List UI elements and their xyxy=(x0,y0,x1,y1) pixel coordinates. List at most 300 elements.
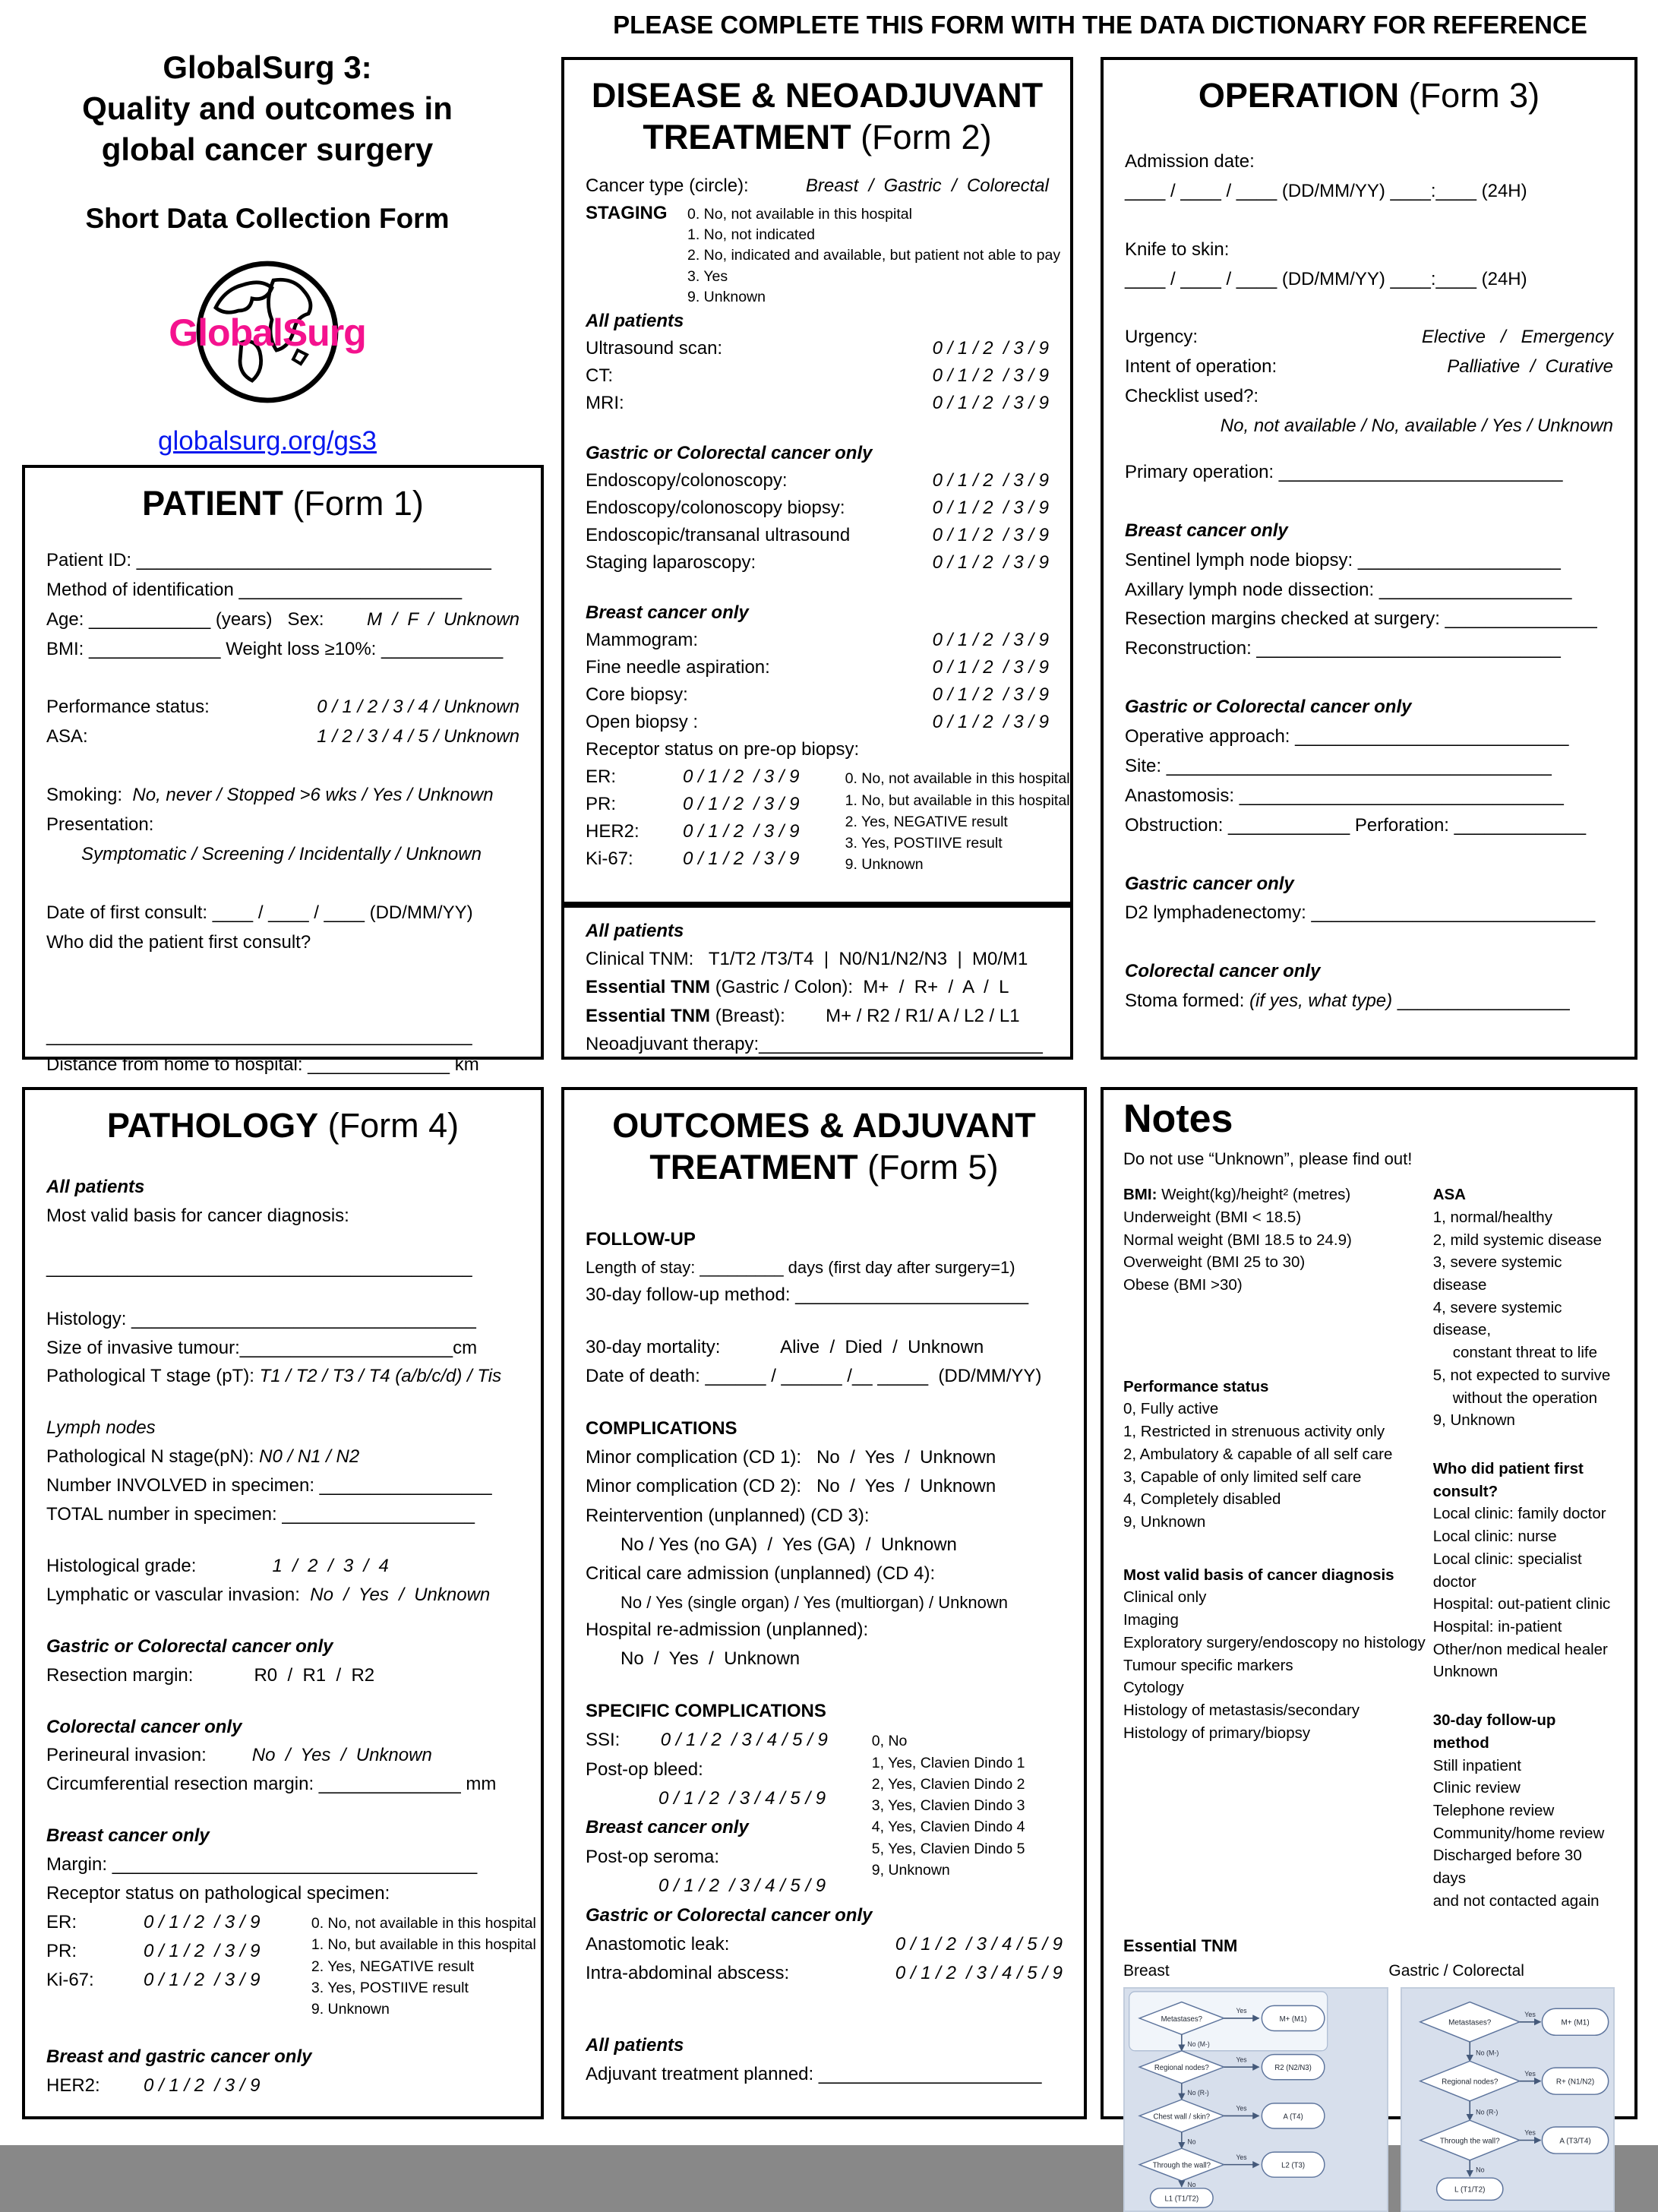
bmi-note-item: Obese (BMI >30) xyxy=(1123,1275,1243,1294)
pathology-form-content xyxy=(25,1159,541,2100)
field-pt-stage xyxy=(46,1362,520,1391)
followup-note-item: Telephone review xyxy=(1432,1802,1555,1820)
checklist-label: Checklist used?: xyxy=(1125,386,1259,407)
section-lymph-nodes: Lymph nodes xyxy=(46,1417,156,1439)
stoma-label: Stoma formed: xyxy=(1125,991,1250,1012)
her2-options: 0 / 1 / 2 / 3 / 9 xyxy=(144,2075,261,2097)
tnm-flowcharts xyxy=(1123,1987,1615,2212)
gastric-colorectal-flowchart-diagram xyxy=(1402,1989,1613,2210)
specific-complications-heading: SPECIFIC COMPLICATIONS xyxy=(586,1700,826,1721)
performance-note-item: 0, Fully active xyxy=(1123,1400,1219,1418)
consult-note-item: Other/non medical healer xyxy=(1432,1640,1608,1658)
pr-options: 0 / 1 / 2 / 3 / 9 xyxy=(683,794,800,815)
basis-note-block xyxy=(1123,1564,1426,1745)
staging-legend-item: 9. Unknown xyxy=(687,288,766,305)
svg-text:Regional nodes?: Regional nodes? xyxy=(1442,2078,1499,2087)
field-ki67-path xyxy=(46,1966,311,1995)
mammogram-label: Mammogram: xyxy=(586,630,699,651)
basis-note-item: Cytology xyxy=(1123,1679,1184,1697)
globalsurg-logo xyxy=(169,256,366,408)
section-breast-only: Breast cancer only xyxy=(586,602,749,624)
followup-note-item: Community/home review xyxy=(1432,1824,1605,1842)
disease-form-content xyxy=(564,171,1070,876)
field-operative-approach: Operative approach: ___________________________ xyxy=(1125,726,1569,747)
endoscopy-options: 0 / 1 / 2 / 3 / 9 xyxy=(932,470,1049,491)
consult-note-heading: Who did patient first consult? xyxy=(1432,1459,1584,1500)
section-gastric-only: Gastric cancer only xyxy=(1125,873,1294,894)
section-gastric-colorectal: Gastric or Colorectal cancer only xyxy=(46,1635,333,1657)
staging-legend-item: 1. No, not indicated xyxy=(687,226,816,244)
performance-note-block xyxy=(1123,1376,1426,1534)
svg-text:Metastases?: Metastases? xyxy=(1448,2018,1492,2027)
field-cancer-type xyxy=(586,172,1049,200)
pn-label: Pathological N stage(pN): xyxy=(46,1446,260,1468)
knife-to-skin-line: ____ / ____ / ____ (DD/MM/YY) ____:____ (24H) xyxy=(1125,268,1527,289)
field-asa xyxy=(46,722,520,752)
field-d2-lymphadenectomy: D2 lymphadenectomy: ____________________________ xyxy=(1125,902,1596,924)
knife-to-skin-label: Knife to skin: xyxy=(1125,239,1230,260)
ultrasound-options: 0 / 1 / 2 / 3 / 9 xyxy=(932,338,1049,359)
patient-form-title-suffix: (Form 1) xyxy=(283,484,424,523)
bmi-note-heading xyxy=(1123,1183,1426,1206)
receptor-legend-item: 0. No, not available in this hospital xyxy=(845,770,1070,788)
tnm-content xyxy=(564,908,1070,1058)
pt-label: Pathological T stage (pT): xyxy=(46,1366,260,1387)
consult-note-item: Hospital: in-patient xyxy=(1432,1618,1562,1636)
ki67-label: Ki-67: xyxy=(586,848,633,870)
stoma-qualifier: (if yes, what type) xyxy=(1249,991,1393,1012)
specific-complications-fields xyxy=(586,1726,872,1901)
field-stoma-formed xyxy=(1125,987,1613,1016)
asa-note-block xyxy=(1433,1183,1615,1432)
field-nodes-involved: Number INVOLVED in specimen: _________________ xyxy=(46,1475,492,1496)
field-perineural-invasion xyxy=(46,1741,520,1770)
operation-form-title-main: OPERATION xyxy=(1198,76,1400,115)
section-colorectal-only: Colorectal cancer only xyxy=(46,1716,242,1737)
patient-form-title xyxy=(34,483,532,525)
field-30day-mortality: 30-day mortality: Alive / Died / Unknown xyxy=(586,1336,984,1357)
basis-note-item: Exploratory surgery/endoscopy no histology xyxy=(1123,1633,1426,1651)
basis-blank: __________________________________________ xyxy=(46,1256,472,1278)
field-ct xyxy=(586,362,1049,390)
basis-note-item: Tumour specific markers xyxy=(1123,1656,1293,1674)
consult-answer-blank: __________________________________________ xyxy=(46,1025,472,1046)
field-minor-complication-cd2: Minor complication (CD 2): No / Yes / Unknown xyxy=(586,1476,996,1497)
field-pr-path xyxy=(46,1937,311,1966)
pr-label: PR: xyxy=(586,794,617,815)
essential-tnm-breast-label: Essential TNM xyxy=(586,1005,711,1026)
anastomotic-leak-options: 0 / 1 / 2 / 3 / 4 / 5 / 9 xyxy=(895,1933,1063,1954)
outcomes-form-content xyxy=(564,1201,1084,2090)
field-resection-margin xyxy=(46,1661,520,1690)
field-who-first-consult: Who did the patient first consult? xyxy=(46,931,311,953)
critical-care-options: No / Yes (single organ) / Yes (multiorgan) / Unknown xyxy=(621,1592,1008,1612)
disease-form-title-main: DISEASE & NEOADJUVANT TREATMENT xyxy=(591,76,1044,156)
smoking-label: Smoking: xyxy=(46,785,133,806)
field-date-first-consult: Date of first consult: ____ / ____ / ____ (DD/MM/YY) xyxy=(46,902,473,923)
svg-text:Yes: Yes xyxy=(1524,2128,1536,2137)
svg-text:Through the wall?: Through the wall? xyxy=(1152,2161,1211,2170)
notes-title: Notes xyxy=(1123,1097,1233,1141)
clavien-legend-item: 5, Yes, Clavien Dindo 5 xyxy=(871,1840,1025,1857)
field-nodes-total: TOTAL number in specimen: ___________________ xyxy=(46,1504,475,1525)
field-essential-tnm-breast xyxy=(586,1002,1049,1030)
pr-options: 0 / 1 / 2 / 3 / 9 xyxy=(144,1940,261,1961)
tnm-flowchart-gastric-colorectal xyxy=(1401,1987,1615,2212)
outcomes-form-title-main: OUTCOMES & ADJUVANT TREATMENT xyxy=(612,1106,1036,1187)
staging-legend xyxy=(687,200,1060,308)
svg-text:L2 (T3): L2 (T3) xyxy=(1281,2161,1306,2170)
asa-note-heading: ASA xyxy=(1432,1186,1466,1204)
outcomes-form-title-suffix: (Form 5) xyxy=(857,1147,999,1187)
asa-note-item: 5, not expected to survive xyxy=(1432,1366,1611,1384)
section-colorectal-only: Colorectal cancer only xyxy=(1125,961,1321,982)
operation-form-content xyxy=(1104,129,1634,1016)
asa-note-item: 9, Unknown xyxy=(1432,1411,1515,1430)
study-title-line1: GlobalSurg 3: xyxy=(163,49,372,85)
svg-text:Yes: Yes xyxy=(1236,2007,1247,2015)
field-histological-grade xyxy=(46,1552,520,1581)
svg-text:Metastases?: Metastases? xyxy=(1161,2014,1203,2024)
perineural-label: Perineural invasion: xyxy=(46,1745,252,1766)
postop-bleed-options: 0 / 1 / 2 / 3 / 4 / 5 / 9 xyxy=(658,1788,826,1809)
asa-label: ASA: xyxy=(46,726,88,747)
notes-content xyxy=(1104,1090,1634,2212)
svg-text:No: No xyxy=(1476,2166,1485,2174)
operation-form-title xyxy=(1113,75,1625,117)
performance-note-item: 9, Unknown xyxy=(1123,1512,1206,1531)
receptor-legend-item: 9. Unknown xyxy=(845,856,924,874)
field-site: Site: ______________________________________ xyxy=(1125,755,1552,776)
svg-text:Regional nodes?: Regional nodes? xyxy=(1154,2063,1209,2073)
staging-laparoscopy-label: Staging laparoscopy: xyxy=(586,552,756,574)
disease-form-title xyxy=(573,75,1061,159)
resection-margin-options: R0 / R1 / R2 xyxy=(254,1664,375,1686)
her2-options: 0 / 1 / 2 / 3 / 9 xyxy=(683,821,800,842)
notes-left-column xyxy=(1123,1183,1433,1932)
svg-text:No (M-): No (M-) xyxy=(1476,2049,1499,2057)
essential-tnm-gc-options: (Gastric / Colon): M+ / R+ / A / L xyxy=(710,977,1009,998)
svg-text:A (T3/T4): A (T3/T4) xyxy=(1559,2137,1592,2146)
outcomes-form-title xyxy=(573,1105,1075,1189)
receptor-path-fields xyxy=(46,1908,311,2020)
receptor-preop-grid xyxy=(586,763,1070,875)
critical-care-label: Critical care admission (unplanned) (CD 4): xyxy=(586,1563,936,1585)
performance-label: Performance status: xyxy=(46,697,210,718)
field-intent xyxy=(1125,352,1613,382)
er-options: 0 / 1 / 2 / 3 / 9 xyxy=(144,1912,261,1933)
performance-note-item: 2, Ambulatory & capable of all self care xyxy=(1123,1445,1393,1463)
mri-options: 0 / 1 / 2 / 3 / 9 xyxy=(932,393,1049,414)
postop-seroma-label: Post-op seroma: xyxy=(586,1846,720,1867)
staging-block xyxy=(586,200,1061,308)
field-method-of-identification: Method of identification ______________________ xyxy=(46,579,463,600)
field-her2 xyxy=(586,818,845,845)
pr-label: PR: xyxy=(46,1940,77,1961)
reintervention-options: No / Yes (no GA) / Yes (GA) / Unknown xyxy=(621,1534,957,1556)
patient-form-title-main: PATIENT xyxy=(142,484,283,523)
svg-text:Chest wall / skin?: Chest wall / skin? xyxy=(1153,2112,1211,2122)
disease-form-title-suffix: (Form 2) xyxy=(851,117,992,156)
svg-text:R+ (N1/N2): R+ (N1/N2) xyxy=(1556,2078,1595,2087)
consult-note-item: Hospital: out-patient clinic xyxy=(1432,1595,1611,1613)
section-breast-only: Breast cancer only xyxy=(46,1825,210,1847)
globalsurg-link[interactable]: globalsurg.org/gs3 xyxy=(158,426,377,457)
clavien-legend-item: 2, Yes, Clavien Dindo 2 xyxy=(871,1775,1025,1793)
followup-note-item: and not contacted again xyxy=(1432,1891,1600,1910)
svg-text:Yes: Yes xyxy=(1236,2056,1247,2064)
presentation-options: Symptomatic / Screening / Incidentally / Unknown xyxy=(81,843,482,864)
basis-note-item: Clinical only xyxy=(1123,1588,1207,1607)
smoking-options: No, never / Stopped >6 wks / Yes / Unknown xyxy=(132,785,494,806)
field-endoscopy xyxy=(586,467,1049,495)
field-crm: Circumferential resection margin: ______________ mm xyxy=(46,1774,497,1795)
pathology-form-title-suffix: (Form 4) xyxy=(318,1106,460,1145)
field-margin: Margin: ____________________________________ xyxy=(46,1854,478,1875)
asa-options: 1 / 2 / 3 / 4 / 5 / Unknown xyxy=(317,726,520,747)
field-performance-status xyxy=(46,693,520,722)
basis-note-item: Imaging xyxy=(1123,1611,1179,1629)
field-clinical-tnm: Clinical TNM: T1/T2 /T3/T4 | N0/N1/N2/N3 | M0/M1 xyxy=(586,949,1028,970)
patient-form-box xyxy=(22,465,544,1076)
followup-note-item: Discharged before 30 days xyxy=(1432,1847,1582,1888)
age-label: Age: ____________ (years) Sex: xyxy=(46,608,324,630)
receptor-legend-item: 2. Yes, NEGATIVE result xyxy=(845,813,1008,830)
staging-legend-item: 2. No, indicated and available, but patient not able to pay xyxy=(687,247,1061,264)
transanal-ultrasound-label: Endoscopic/transanal ultrasound xyxy=(586,525,851,546)
section-gastric-colorectal: Gastric or Colorectal cancer only xyxy=(586,1904,873,1926)
staging-legend-item: 3. Yes xyxy=(687,267,728,285)
er-options: 0 / 1 / 2 / 3 / 9 xyxy=(683,766,800,788)
notes-box xyxy=(1101,1087,1637,2204)
field-er-path xyxy=(46,1908,311,1937)
er-label: ER: xyxy=(46,1912,77,1933)
staging-legend-item: 0. No, not available in this hospital xyxy=(687,205,912,223)
pathology-form-title xyxy=(34,1105,532,1147)
receptor-legend-item: 1. No, but available in this hospital xyxy=(311,1936,536,1954)
svg-text:R2 (N2/N3): R2 (N2/N3) xyxy=(1274,2063,1312,2073)
er-label: ER: xyxy=(586,766,617,788)
section-all-patients: All patients xyxy=(586,311,684,332)
receptor-legend-item: 3. Yes, POSTIIVE result xyxy=(311,1979,469,1996)
field-length-of-stay: Length of stay: _________ days (first day after surgery=1) xyxy=(586,1258,1015,1278)
field-ssi xyxy=(586,1726,872,1755)
asa-note-item: constant threat to life xyxy=(1452,1344,1598,1362)
sex-options: M / F / Unknown xyxy=(367,608,520,630)
admission-date-line: ____ / ____ / ____ (DD/MM/YY) ____:____ (24H) xyxy=(1125,180,1527,201)
tnm-breast-label: Breast xyxy=(1123,1961,1170,1980)
essential-tnm-breast-options: (Breast): M+ / R2 / R1/ A / L2 / L1 xyxy=(710,1005,1020,1026)
field-distance-to-hospital: Distance from home to hospital: ______________ km xyxy=(46,1054,479,1076)
urgency-options: Elective / Emergency xyxy=(1421,327,1613,348)
receptor-legend-item: 0. No, not available in this hospital xyxy=(311,1915,536,1932)
consult-note-item: Unknown xyxy=(1432,1663,1499,1681)
consult-note-item: Local clinic: specialist doctor xyxy=(1432,1550,1582,1591)
lvi-options: No / Yes / Unknown xyxy=(310,1584,491,1605)
abscess-label: Intra-abdominal abscess: xyxy=(586,1963,790,1984)
field-open-biopsy xyxy=(586,709,1049,736)
section-all-patients: All patients xyxy=(46,1176,145,1197)
staging-laparoscopy-options: 0 / 1 / 2 / 3 / 9 xyxy=(932,552,1049,574)
field-ki67 xyxy=(586,845,845,873)
performance-note-item: 1, Restricted in strenuous activity only xyxy=(1123,1423,1385,1441)
field-age-sex xyxy=(46,605,520,635)
field-pn-stage xyxy=(46,1443,520,1471)
field-neoadjuvant-therapy: Neoadjuvant therapy:____________________________ xyxy=(586,1033,1043,1054)
performance-note-item: 4, Completely disabled xyxy=(1123,1490,1281,1509)
followup-note-heading: 30-day follow-up method xyxy=(1432,1711,1556,1752)
field-staging-laparoscopy xyxy=(586,549,1049,577)
operation-form-title-suffix: (Form 3) xyxy=(1399,76,1540,115)
field-anastomosis: Anastomosis: ________________________________ xyxy=(1125,785,1564,806)
field-axillary-dissection: Axillary lymph node dissection: ___________________ xyxy=(1125,579,1572,600)
field-mri xyxy=(586,390,1049,417)
field-reconstruction: Reconstruction: ______________________________ xyxy=(1125,638,1561,659)
svg-text:Through the wall?: Through the wall? xyxy=(1440,2137,1500,2146)
bmi-heading-bold: BMI: xyxy=(1123,1186,1157,1204)
staging-label: STAGING xyxy=(586,202,668,223)
field-followup-method: 30-day follow-up method: _______________________ xyxy=(586,1285,1029,1306)
tnm-gc-label: Gastric / Colorectal xyxy=(1388,1961,1524,1980)
presentation-label: Presentation: xyxy=(46,814,154,836)
open-biopsy-options: 0 / 1 / 2 / 3 / 9 xyxy=(932,712,1049,733)
urgency-label: Urgency: xyxy=(1125,327,1198,348)
basis-label: Most valid basis for cancer diagnosis: xyxy=(46,1205,349,1226)
anastomotic-leak-label: Anastomotic leak: xyxy=(586,1933,730,1954)
ultrasound-label: Ultrasound scan: xyxy=(586,338,723,359)
field-core-biopsy xyxy=(586,681,1049,709)
receptor-legend-item: 9. Unknown xyxy=(311,2001,390,2018)
field-patient-id: Patient ID: ___________________________________ xyxy=(46,549,491,570)
perineural-options: No / Yes / Unknown xyxy=(251,1745,432,1766)
ssi-options: 0 / 1 / 2 / 3 / 4 / 5 / 9 xyxy=(660,1730,828,1751)
field-obstruction-perforation: Obstruction: ____________ Perforation: _____________ xyxy=(1125,814,1587,836)
basis-note-item: Histology of metastasis/secondary xyxy=(1123,1702,1360,1720)
intent-options: Palliative / Curative xyxy=(1447,356,1613,378)
svg-text:No: No xyxy=(1187,2138,1196,2146)
receptor-legend-item: 3. Yes, POSTIIVE result xyxy=(845,835,1003,852)
field-mammogram xyxy=(586,627,1049,654)
clavien-legend-item: 0, No xyxy=(871,1733,908,1750)
endoscopy-biopsy-label: Endoscopy/colonoscopy biopsy: xyxy=(586,498,845,519)
followup-heading: FOLLOW-UP xyxy=(586,1228,696,1250)
bmi-note-block xyxy=(1123,1183,1426,1297)
field-endoscopy-biopsy xyxy=(586,495,1049,522)
section-all-patients: All patients xyxy=(586,2034,684,2056)
resection-margin-label: Resection margin: xyxy=(46,1664,254,1686)
field-adjuvant-treatment: Adjuvant treatment planned: ______________________ xyxy=(586,2064,1042,2085)
ki67-options: 0 / 1 / 2 / 3 / 9 xyxy=(683,848,800,870)
clavien-legend xyxy=(872,1726,1063,1901)
field-urgency xyxy=(1125,323,1613,352)
asa-note-item: 1, normal/healthy xyxy=(1432,1208,1552,1226)
svg-text:M+ (M1): M+ (M1) xyxy=(1279,2014,1307,2024)
complications-heading: COMPLICATIONS xyxy=(586,1417,737,1439)
followup-note-block xyxy=(1433,1709,1615,1912)
study-title-line2: Quality and outcomes in xyxy=(82,90,453,126)
bmi-note-item: Normal weight (BMI 18.5 to 24.9) xyxy=(1123,1231,1352,1249)
field-sentinel-node-biopsy: Sentinel lymph node biopsy: ____________________ xyxy=(1125,549,1561,570)
field-margins-checked: Resection margins checked at surgery: _______________ xyxy=(1125,608,1597,630)
svg-text:No: No xyxy=(1187,2180,1196,2188)
essential-tnm-gc-label: Essential TNM xyxy=(586,977,711,998)
field-transanal-ultrasound xyxy=(586,522,1049,549)
pt-options: T1 / T2 / T3 / T4 (a/b/c/d) / Tis xyxy=(259,1366,502,1387)
field-primary-operation: Primary operation: ____________________________ xyxy=(1125,461,1563,482)
admission-date-label: Admission date: xyxy=(1125,150,1255,172)
section-gastric-colorectal: Gastric or Colorectal cancer only xyxy=(1125,697,1412,718)
field-anastomotic-leak xyxy=(586,1930,1063,1959)
svg-text:Yes: Yes xyxy=(1524,2069,1536,2078)
core-biopsy-options: 0 / 1 / 2 / 3 / 9 xyxy=(932,684,1049,706)
fna-label: Fine needle aspiration: xyxy=(586,657,770,678)
asa-note-item: 2, mild systemic disease xyxy=(1432,1231,1602,1249)
bmi-heading-rest: Weight(kg)/height² (metres) xyxy=(1157,1186,1351,1204)
ki67-label: Ki-67: xyxy=(46,1969,94,1990)
svg-text:No (R-): No (R-) xyxy=(1476,2108,1499,2116)
bmi-note-item: Overweight (BMI 25 to 30) xyxy=(1123,1253,1306,1272)
intent-label: Intent of operation: xyxy=(1125,356,1277,378)
transanal-ultrasound-options: 0 / 1 / 2 / 3 / 9 xyxy=(932,525,1049,546)
fna-options: 0 / 1 / 2 / 3 / 9 xyxy=(932,657,1049,678)
svg-text:No (R-): No (R-) xyxy=(1187,2089,1209,2097)
performance-note-heading: Performance status xyxy=(1123,1377,1269,1395)
tnm-section-all-patients: All patients xyxy=(586,921,684,941)
clavien-legend-item: 1, Yes, Clavien Dindo 1 xyxy=(871,1754,1025,1771)
receptor-path-legend xyxy=(311,1908,536,2020)
globalsurg-wordmark: GlobalSurg xyxy=(169,311,366,355)
ssi-label: SSI: xyxy=(586,1730,661,1751)
asa-note-item: without the operation xyxy=(1452,1389,1598,1407)
page-notice: PLEASE COMPLETE THIS FORM WITH THE DATA DICTIONARY FOR REFERENCE xyxy=(613,11,1587,39)
cancer-type-label: Cancer type (circle): xyxy=(586,175,749,196)
disease-form-box xyxy=(561,57,1073,905)
stoma-blank: _________________ xyxy=(1392,991,1570,1012)
cancer-type-options: Breast / Gastric / Colorectal xyxy=(805,175,1049,196)
lvi-label: Lymphatic or vascular invasion: xyxy=(46,1584,311,1605)
clavien-legend-item: 3, Yes, Clavien Dindo 3 xyxy=(871,1797,1025,1815)
section-gastric-colorectal: Gastric or Colorectal cancer only xyxy=(586,443,873,464)
section-breast-only: Breast cancer only xyxy=(1125,520,1288,541)
receptor-legend-item: 2. Yes, NEGATIVE result xyxy=(311,1958,475,1975)
field-minor-complication-cd1: Minor complication (CD 1): No / Yes / Unknown xyxy=(586,1446,996,1468)
asa-note-item: 4, severe systemic disease, xyxy=(1432,1298,1562,1339)
field-intraabdominal-abscess xyxy=(586,1959,1063,1988)
section-breast-gastric: Breast and gastric cancer only xyxy=(46,2046,312,2068)
svg-text:L (T1/T2): L (T1/T2) xyxy=(1454,2185,1486,2195)
readmission-label: Hospital re-admission (unplanned): xyxy=(586,1620,869,1641)
field-pr xyxy=(586,791,845,818)
svg-text:A (T4): A (T4) xyxy=(1283,2112,1303,2122)
svg-text:No (M-): No (M-) xyxy=(1187,2040,1210,2048)
essential-tnm-heading: Essential TNM xyxy=(1123,1936,1238,1955)
readmission-options: No / Yes / Unknown xyxy=(621,1648,801,1670)
field-bmi-weight-loss: BMI: _____________ Weight loss ≥10%: ____________ xyxy=(46,638,504,659)
clavien-legend-item: 4, Yes, Clavien Dindo 4 xyxy=(871,1819,1025,1836)
abscess-options: 0 / 1 / 2 / 3 / 4 / 5 / 9 xyxy=(895,1963,1063,1984)
field-lymphovascular-invasion xyxy=(46,1581,520,1610)
svg-text:M+ (M1): M+ (M1) xyxy=(1561,2018,1590,2027)
tnm-flowchart-breast xyxy=(1123,1987,1388,2212)
core-biopsy-label: Core biopsy: xyxy=(586,684,688,706)
postop-seroma-options: 0 / 1 / 2 / 3 / 4 / 5 / 9 xyxy=(658,1875,826,1897)
her2-label: HER2: xyxy=(46,2075,100,2097)
section-breast-only: Breast cancer only xyxy=(586,1817,749,1838)
specific-complications-grid xyxy=(586,1726,1063,1901)
field-histology: Histology: __________________________________ xyxy=(46,1308,476,1329)
pathology-form-title-main: PATHOLOGY xyxy=(106,1106,319,1145)
ki67-options: 0 / 1 / 2 / 3 / 9 xyxy=(144,1969,261,1990)
